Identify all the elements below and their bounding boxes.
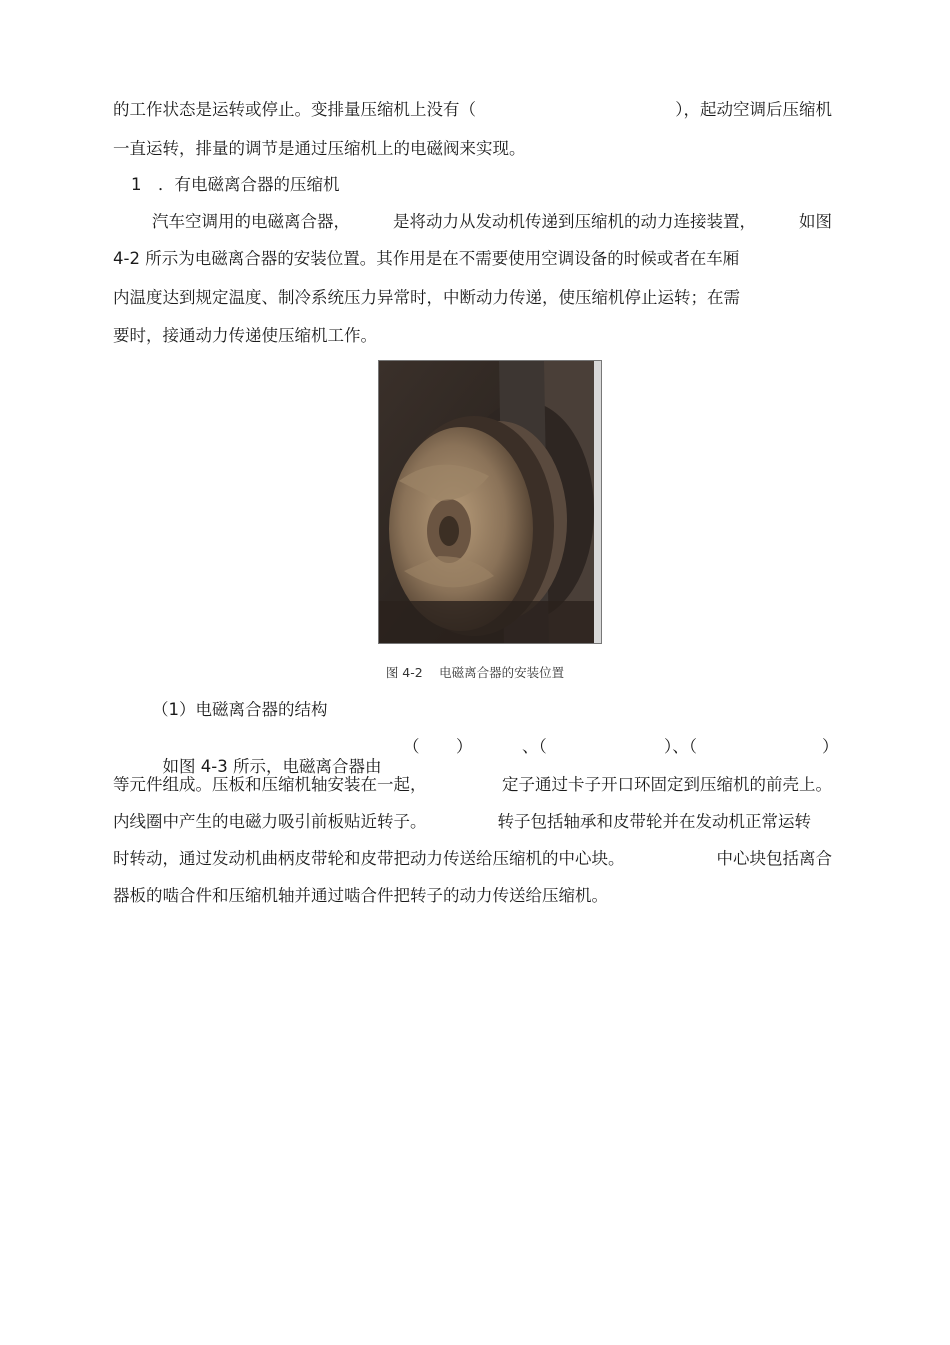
blank-open-paren: （: [403, 737, 420, 756]
text-segment: 转子包括轴承和皮带轮并在发动机正常运转: [497, 812, 811, 831]
blank-open-paren: 、（: [522, 737, 547, 756]
text-segment: 汽车空调用的电磁离合器，: [152, 212, 350, 231]
section-heading: 1 ．有电磁离合器的压缩机: [131, 175, 340, 194]
text-segment: 等元件组成。压板和压缩机轴安装在一起，: [113, 775, 427, 794]
text-segment: 如图 4-3 所示，电磁离合器由: [162, 757, 382, 776]
clutch-illustration: [379, 361, 602, 644]
blank-close-paren: ）: [822, 737, 839, 756]
blank-close-paren: ）: [456, 737, 473, 756]
paragraph-line: [152, 737, 381, 777]
text-segment: 中心块包括离合: [716, 849, 832, 868]
paragraph-line: [113, 100, 832, 120]
paragraph-line: 4-2 所示为电磁离合器的安装位置。其作用是在不需要使用空调设备的时候或者在车厢: [113, 249, 740, 268]
text-segment: 是将动力从发动机传递到压缩机的动力连接装置，: [393, 212, 756, 231]
paragraph-line: [152, 212, 832, 232]
text-segment: 时转动，通过发动机曲柄皮带轮和皮带把动力传送给压缩机的中心块。: [113, 849, 625, 868]
figure-caption: 图 4-2 电磁离合器的安装位置: [385, 665, 565, 680]
text-segment: 定子通过卡子开口环固定到压缩机的前壳上。: [502, 775, 832, 794]
paragraph-line: [113, 775, 832, 795]
text-segment: 如图: [799, 212, 832, 231]
blank-close-paren: ）、（: [664, 737, 697, 756]
text-segment: 内线圈中产生的电磁力吸引前板贴近转子。: [113, 812, 427, 831]
clutch-photo: [378, 360, 602, 644]
paragraph-line: [113, 812, 811, 832]
paragraph-line: 内温度达到规定温度、制冷系统压力异常时，中断动力传递，使压缩机停止运转；在需: [113, 288, 740, 307]
paragraph-line: 要时，接通动力传递使压缩机工作。: [113, 326, 377, 345]
text-segment: 的工作状态是运转或停止。变排量压缩机上没有（: [113, 100, 476, 119]
paragraph-line: 一直运转，排量的调节是通过压缩机上的电磁阀来实现。: [113, 139, 526, 158]
subheading: （1）电磁离合器的结构: [152, 700, 328, 719]
paragraph-line: [113, 849, 832, 869]
text-segment: ），起动空调后压缩机: [675, 100, 832, 119]
paragraph-line: 器板的啮合件和压缩机轴并通过啮合件把转子的动力传送给压缩机。: [113, 886, 608, 905]
